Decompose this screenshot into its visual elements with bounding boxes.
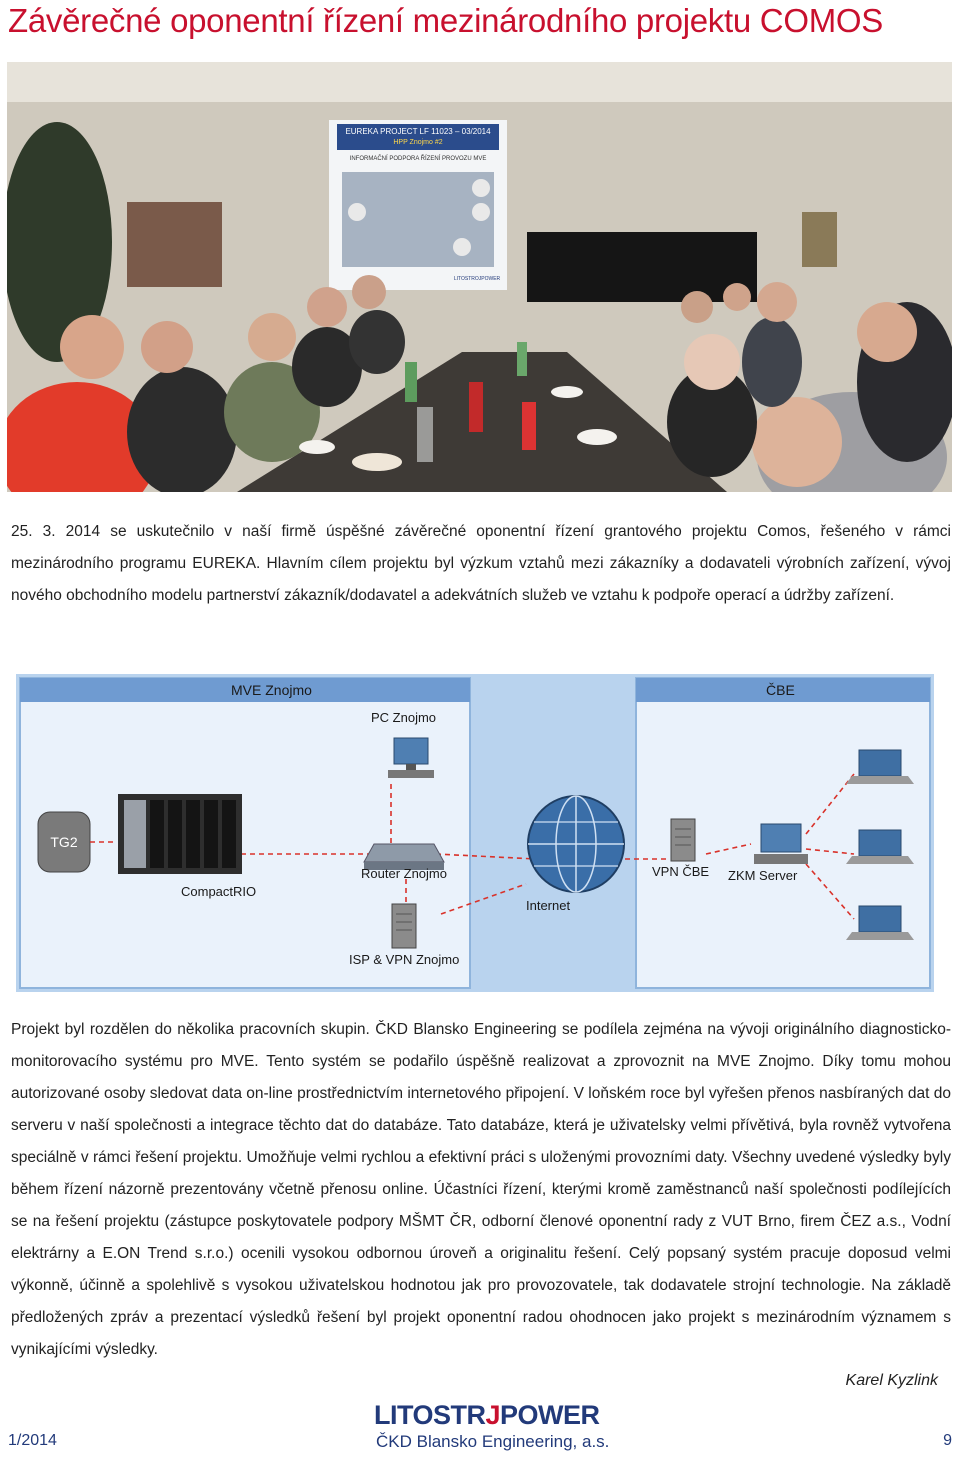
body-paragraph: Projekt byl rozdělen do několika pracovních skupin. ČKD Blansko Engineering se podílela zejména na vývoji originálního diagnosticko-monitorovacího systému pro MVE. Tento systém se podařilo úspěšně realizovat a zprovoznit na MVE Znojmo. Díky tomu mohou autorizované osoby sledovat data on-line prostřednictvím internetového připojení. V loňském roce byl vyřešen přenos nasbíraných dat do serveru v naší společnosti a integrace těchto dat do databáze. Tato databáze, která je uživatelsky velmi přívětivá, byla rovněž vytvořena speciálně v rámci řešení projektu. Umožňuje velmi rychlou a efektivní práci s uloženými provozními daty. Všechny uvedené výsledky byly během řízení názorně prezentovány včetně přenosu online. Účastníci řízení, kterými kromě zaměstnanců naší společnosti podílejících se na řešení projektu (zástupce poskytovatele podpory MŠMT ČR, odborní členové oponentní rady z VUT Brno, firem ČEZ a.s., Vodní elektrárny a E.ON Trend s.r.o.) ocenili vysokou odbornou úroveň a originalitu řešení. Celý popsaný systém pracuje doposud velmi výkonně, účinně a spolehlivě s vysokou uživatelskou hodnotou jak pro provozovatele, tak dodavatele strojní technologie. Na základě předložených zpráv a prezentací výsledků řešení byl projekt oponentní radou ohodnocen jako projekt s mezinárodním významem s vynikajícími výsledky. [11, 1021, 952, 1358]
author-name: Karel Kyzlink [845, 1372, 938, 1389]
slide-logo: LITOSTROJPOWER [453, 276, 501, 282]
zkm-label: ZKM Server [728, 868, 798, 883]
tg2-label: TG2 [50, 834, 78, 850]
intro-paragraph: 25. 3. 2014 se uskutečnilo v naší firmě úspěšné závěrečné oponentní řízení grantového projektu Comos, řešeného v rámci mezinárodního programu EUREKA. Hlavním cílem projektu byl výzkum vztahů mezi zákazníky a dodavateli výrobních zařízení, vývoj nového obchodního modelu partnerství zákazník/dodavatel a adekvátních služeb ve vztahu k podpoře operací a údržby zařízení. [11, 523, 951, 604]
pc-computer-icon [388, 738, 434, 778]
company-logo [374, 1400, 634, 1456]
slide-heading: INFORMAČNÍ PODPORA ŘÍZENÍ PROVOZU MVE [349, 156, 487, 162]
left-panel-title: MVE Znojmo [231, 682, 312, 698]
zkm-server-icon [754, 824, 808, 864]
meeting-photo [7, 62, 952, 492]
network-diagram [16, 674, 934, 992]
right-panel-title: ČBE [766, 682, 795, 698]
slide-subtitle: HPP Znojmo #2 [393, 139, 443, 146]
router-label: Router Znojmo [361, 866, 447, 881]
compactrio-label: CompactRIO [181, 884, 257, 899]
isp-server-icon [392, 904, 416, 948]
pc-label: PC Znojmo [371, 710, 437, 725]
logo-subtitle: ČKD Blansko Engineering, a.s. [376, 1432, 610, 1451]
logo-wordmark: LITOSTRJPOWER [374, 1400, 600, 1430]
page-number: 9 [943, 1432, 952, 1449]
page-title: Závěrečné oponentní řízení mezinárodního projektu COMOS [8, 2, 883, 39]
vpn-server-icon [671, 819, 695, 861]
vpn-label: VPN ČBE [652, 864, 710, 879]
internet-globe-icon [528, 796, 624, 892]
meeting-photo-illustration [7, 62, 952, 492]
slide-title: EUREKA PROJECT LF 11023 – 03/2014 [345, 127, 491, 136]
compactrio-device-icon [118, 794, 242, 874]
internet-label: Internet [526, 898, 571, 913]
issue-number: 1/2014 [8, 1432, 57, 1449]
isp-label: ISP & VPN Znojmo [349, 952, 460, 967]
tg2-node [38, 812, 90, 872]
